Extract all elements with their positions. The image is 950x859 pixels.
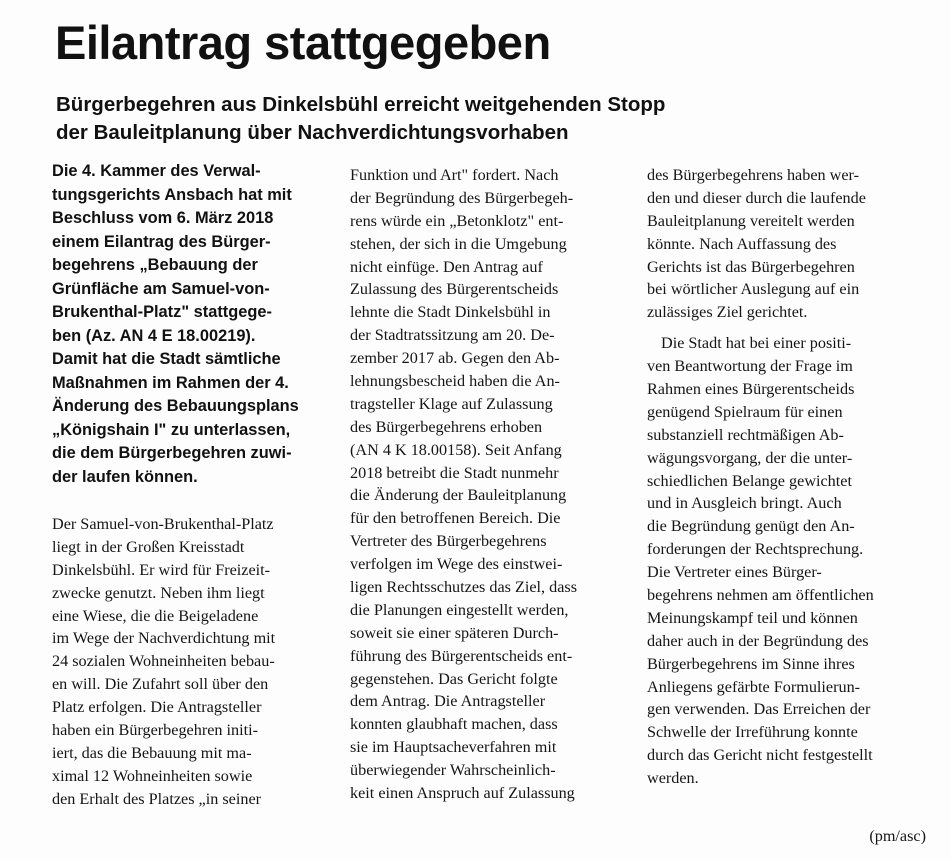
text-line: begehrens „Bebauung der	[52, 256, 258, 274]
text-line: der laufen können.	[52, 467, 198, 486]
text-line: zulässiges Ziel gerichtet.	[647, 303, 808, 322]
text-line: die dem Bürgerbegehren zuwi-	[52, 444, 292, 462]
text-line: durch das Gericht nicht festgestellt	[647, 746, 873, 765]
text-line: genügend Spielraum für einen	[647, 402, 843, 421]
text-line: ven Beantwortung der Frage im	[647, 357, 853, 376]
subheadline	[56, 91, 665, 147]
text-line: daher auch in der Begründung des	[647, 631, 869, 650]
text-line: überwiegender Wahrscheinlich-	[350, 761, 556, 780]
text-line: rens würde ein „Betonklotz" ent-	[350, 211, 564, 230]
text-line: den und dieser durch die laufende	[647, 188, 866, 207]
text-line: tungsgerichts Ansbach hat mit	[52, 185, 292, 204]
text-line: sie im Hauptsacheverfahren mit	[350, 738, 557, 757]
text-line: Vertreter des Bürgerbegehrens	[350, 532, 547, 551]
text-line: ben (Az. AN 4 E 18.00219).	[52, 326, 256, 345]
text-line: die Planungen eingestellt werden,	[350, 600, 569, 619]
text-line: liegt in der Großen Kreisstadt	[52, 537, 245, 556]
text-line: haben ein Bürgerbegehren initi-	[52, 721, 259, 740]
text-line: Damit hat die Stadt sämtliche	[52, 350, 281, 368]
text-line: schiedlichen Belange gewichtet	[647, 471, 852, 490]
body-paragraph	[350, 164, 632, 805]
text-line: die Begründung genügt den An-	[647, 517, 855, 536]
text-line: zwecke genutzt. Neben ihm liegt	[52, 583, 265, 602]
text-line: eine Wiese, die die Beigeladene	[52, 606, 259, 625]
text-line: führung des Bürgerentscheids ent-	[350, 646, 573, 665]
text-line: könnte. Nach Auffassung des	[647, 234, 837, 253]
text-line: und in Ausgleich bringt. Auch	[647, 494, 842, 513]
text-line: Rahmen eines Bürgerentscheids	[647, 380, 855, 399]
text-line: 24 sozialen Wohneinheiten bebau-	[52, 652, 275, 671]
text-line: werden.	[647, 769, 699, 788]
text-line: ximal 12 Wohneinheiten sowie	[52, 766, 253, 785]
column-1	[52, 160, 332, 811]
text-line: forderungen der Rechtsprechung.	[647, 540, 864, 559]
text-line: zember 2017 ab. Gegen den Ab-	[350, 349, 560, 368]
text-line: Meinungskampf teil und können	[647, 608, 858, 627]
text-line: Bürgerbegehrens im Sinne ihres	[647, 654, 855, 673]
text-line: iert, das die Bebauung mit ma-	[52, 743, 252, 762]
text-line: Der Samuel-von-Brukenthal-Platz	[52, 515, 274, 533]
text-line: tragsteller Klage auf Zulassung	[350, 394, 553, 413]
text-line: gegenstehen. Das Gericht folgte	[350, 669, 558, 688]
text-line: Die Vertreter eines Bürger-	[647, 563, 822, 582]
text-line: die Änderung der Bauleitplanung	[350, 486, 567, 505]
text-line: der Stadtratssitzung am 20. De-	[350, 326, 555, 345]
text-line: en will. Die Zufahrt soll über den	[52, 675, 269, 694]
text-line: Änderung des Bebauungsplans	[52, 397, 299, 415]
text-line: substanziell rechtmäßigen Ab-	[647, 425, 844, 444]
text-line: Grünfläche am Samuel-von-	[52, 279, 270, 298]
text-line: Brukenthal-Platz" stattgege-	[52, 303, 272, 321]
text-line: konnten glaubhaft machen, dass	[350, 715, 558, 734]
author-signature: (pm/asc)	[869, 827, 926, 845]
column-2	[350, 164, 632, 805]
text-line: Anliegens gefärbte Formulierun-	[647, 677, 861, 696]
subheadline-line: Bürgerbegehren aus Dinkelsbühl erreicht weitgehenden Stopp	[56, 93, 666, 116]
text-line: des Bürgerbegehrens erhoben	[350, 417, 543, 436]
text-line: Bauleitplanung vereitelt werden	[647, 211, 855, 230]
text-line: den Erhalt des Platzes „in seiner	[52, 789, 262, 808]
body-paragraph	[647, 332, 929, 790]
text-line: Platz erfolgen. Die Antragsteller	[52, 698, 262, 717]
text-line: „Königshain I" zu unterlassen,	[52, 420, 291, 439]
lead-paragraph	[52, 160, 332, 489]
text-line: des Bürgerbegehrens haben wer-	[647, 166, 859, 184]
text-line: für den betroffenen Bereich. Die	[350, 509, 561, 528]
text-line: Die Stadt hat bei einer positi-	[661, 334, 852, 353]
text-line: lehnungsbescheid haben die An-	[350, 372, 560, 391]
text-line: soweit sie einer späteren Durch-	[350, 623, 559, 642]
text-line: verfolgen im Wege des einstwei-	[350, 555, 563, 574]
text-line: Maßnahmen im Rahmen der 4.	[52, 373, 289, 392]
text-line: nicht einfüge. Den Antrag auf	[350, 257, 543, 276]
text-line: 2018 betreibt die Stadt nunmehr	[350, 463, 559, 482]
text-line: dem Antrag. Die Antragsteller	[350, 692, 546, 711]
text-line: (AN 4 K 18.00158). Seit Anfang	[350, 440, 562, 459]
text-line: wägungsvorgang, der die unter-	[647, 448, 853, 467]
text-line: Die 4. Kammer des Verwal-	[52, 162, 261, 180]
text-line: gen verwenden. Das Erreichen der	[647, 700, 871, 719]
text-line: Schwelle der Irreführung konnte	[647, 723, 858, 742]
text-line: der Begründung des Bürgerbegeh-	[350, 188, 574, 207]
text-line: begehrens nehmen am öffentlichen	[647, 586, 874, 605]
text-line: im Wege der Nachverdichtung mit	[52, 629, 276, 648]
text-line: einem Eilantrag des Bürger-	[52, 232, 271, 251]
subheadline-line: der Bauleitplanung über Nachverdichtungsvorhaben	[56, 121, 569, 144]
text-line: ligen Rechtsschutzes das Ziel, dass	[350, 578, 578, 597]
text-line: stehen, der sich in die Umgebung	[350, 234, 567, 253]
column-3	[647, 164, 929, 790]
text-line: Zulassung des Bürgerentscheids	[350, 280, 559, 299]
body-paragraph	[647, 164, 929, 324]
text-line: keit einen Anspruch auf Zulassung	[350, 784, 575, 803]
headline: Eilantrag stattgegeben	[55, 16, 551, 69]
text-line: Dinkelsbühl. Er wird für Freizeit-	[52, 560, 271, 579]
text-line: bei wörtlicher Auslegung auf ein	[647, 280, 860, 299]
text-line: lehnte die Stadt Dinkelsbühl in	[350, 303, 551, 322]
text-line: Funktion und Art" fordert. Nach	[350, 166, 559, 184]
text-line: Gerichts ist das Bürgerbegehren	[647, 257, 855, 276]
body-paragraph	[52, 513, 332, 811]
text-line: Beschluss vom 6. März 2018	[52, 209, 274, 227]
